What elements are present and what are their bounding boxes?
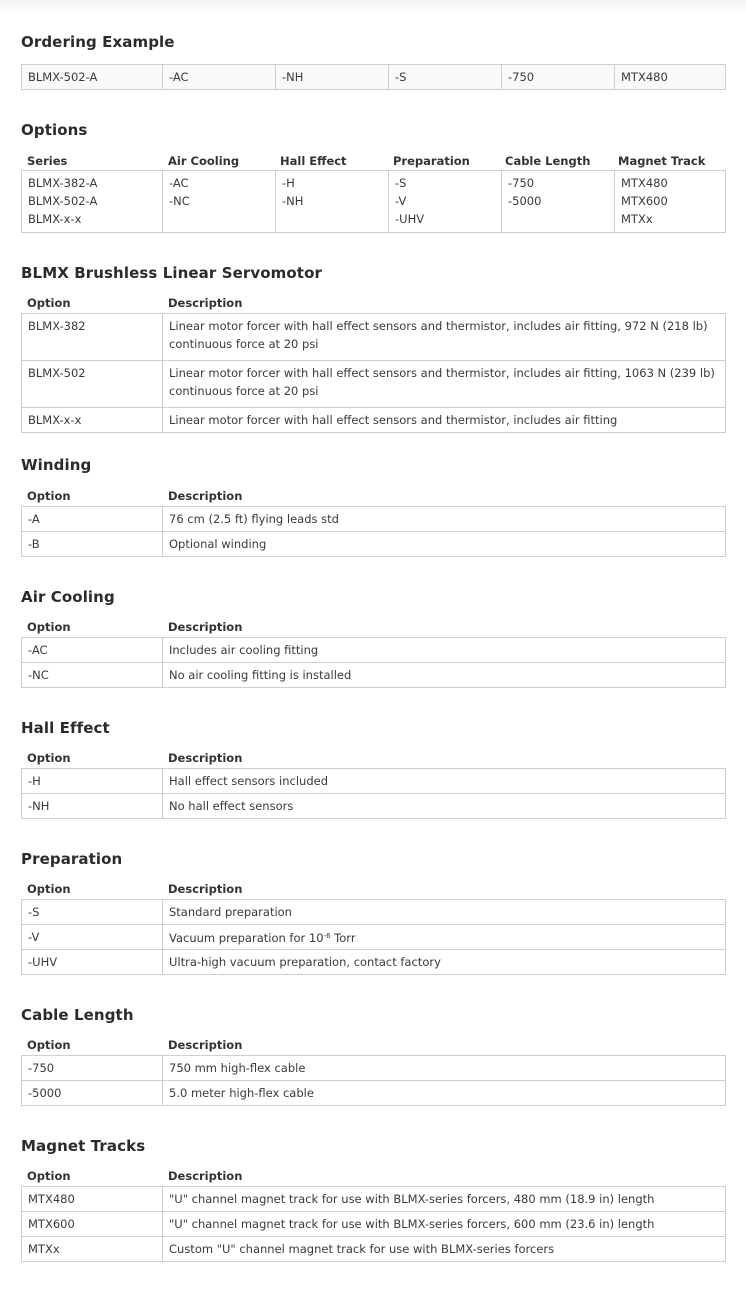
description-cell: No air cooling fitting is installed (163, 663, 726, 688)
table-row (22, 663, 726, 688)
option-value: -750 (508, 176, 535, 190)
option-value: MTXx (621, 212, 653, 226)
description-cell (163, 361, 726, 408)
section-title: Winding (21, 456, 92, 474)
description-cell: Hall effect sensors included (163, 769, 726, 794)
table-row (22, 532, 726, 557)
option-cell: BLMX-502 (22, 361, 163, 408)
column-header: Air Cooling (168, 154, 240, 168)
table-row (22, 361, 726, 408)
hall-effect-section (21, 718, 726, 813)
cable-length-section (21, 1005, 726, 1100)
option-value: MTX480 (621, 176, 668, 190)
exponent: -6 (323, 932, 331, 940)
option-cell: -UHV (22, 950, 163, 975)
options-section (21, 120, 726, 226)
option-cell: -750 (22, 1056, 163, 1081)
table-row (22, 1056, 726, 1081)
option-column-header: Option (27, 1038, 71, 1052)
table-row (22, 1081, 726, 1106)
option-value: -AC (169, 176, 189, 190)
series-options-cell (22, 171, 163, 233)
description-cell: 750 mm high-flex cable (163, 1056, 726, 1081)
option-column-header: Option (27, 620, 71, 634)
description-column-header: Description (168, 296, 243, 310)
section-title: BLMX Brushless Linear Servomotor (21, 264, 322, 282)
description-line: continuous force at 20 psi (169, 337, 319, 351)
option-cell: MTXx (22, 1237, 163, 1262)
option-cell: -AC (22, 638, 163, 663)
description-cell: "U" channel magnet track for use with BLMX-series forcers, 480 mm (18.9 in) length (163, 1187, 726, 1212)
section-title: Magnet Tracks (21, 1137, 146, 1155)
section-title: Ordering Example (21, 33, 175, 51)
description-column-header: Description (168, 751, 243, 765)
section-title: Hall Effect (21, 719, 110, 737)
example-cable-length-cell: -750 (502, 65, 615, 90)
option-column-header: Option (27, 1169, 71, 1183)
description-text: Vacuum preparation for 10 (169, 931, 324, 945)
air-cooling-section (21, 587, 726, 682)
magnet-track-options-cell (615, 171, 726, 233)
table-row (22, 314, 726, 361)
option-cell: BLMX-382 (22, 314, 163, 361)
preparation-section (21, 849, 726, 969)
option-cell: MTX480 (22, 1187, 163, 1212)
winding-table (21, 506, 726, 557)
example-magnet-track-cell: MTX480 (615, 65, 726, 90)
option-value: -NH (282, 194, 304, 208)
table-row (22, 65, 726, 90)
option-cell: -A (22, 507, 163, 532)
hall-effect-options-cell (276, 171, 389, 233)
option-cell: -S (22, 900, 163, 925)
description-cell: Linear motor forcer with hall effect sensors and thermistor, includes air fitting (163, 408, 726, 433)
option-value: MTX600 (621, 194, 668, 208)
description-cell (163, 314, 726, 361)
description-column-header: Description (168, 1169, 243, 1183)
option-cell: -H (22, 769, 163, 794)
options-table (21, 170, 726, 233)
option-column-header: Option (27, 489, 71, 503)
option-column-header: Option (27, 751, 71, 765)
option-cell: -V (22, 925, 163, 950)
servomotor-section (21, 263, 726, 427)
top-shadow-bar (0, 0, 746, 14)
option-value: -UHV (395, 212, 425, 226)
servomotor-table (21, 313, 726, 433)
description-column-header: Description (168, 1038, 243, 1052)
description-column-header: Description (168, 882, 243, 896)
option-value: BLMX-382-A (28, 176, 98, 190)
description-cell (163, 925, 726, 950)
table-row (22, 900, 726, 925)
magnet-tracks-section (21, 1136, 726, 1256)
ordering-example-table (21, 64, 726, 90)
section-title: Preparation (21, 850, 123, 868)
section-title: Cable Length (21, 1006, 134, 1024)
table-row (22, 638, 726, 663)
column-header: Hall Effect (280, 154, 347, 168)
column-header: Magnet Track (618, 154, 706, 168)
cable-length-options-cell (502, 171, 615, 233)
air-cooling-table (21, 637, 726, 688)
table-row (22, 925, 726, 950)
option-cell: -5000 (22, 1081, 163, 1106)
column-header: Series (27, 154, 68, 168)
description-line: Linear motor forcer with hall effect sensors and thermistor, includes air fitting, 972 N (218 lb) (169, 319, 708, 333)
table-row (22, 171, 726, 233)
preparation-table (21, 899, 726, 975)
description-cell: No hall effect sensors (163, 794, 726, 819)
option-value: -NC (169, 194, 190, 208)
description-cell: 76 cm (2.5 ft) flying leads std (163, 507, 726, 532)
preparation-options-cell (389, 171, 502, 233)
option-value: -H (282, 176, 295, 190)
option-value: -5000 (508, 194, 542, 208)
example-hall-effect-cell: -NH (276, 65, 389, 90)
description-line: Linear motor forcer with hall effect sensors and thermistor, includes air fitting, 1063 N (239 lb) (169, 366, 715, 380)
option-cell: -NC (22, 663, 163, 688)
winding-section (21, 455, 726, 551)
description-cell: Standard preparation (163, 900, 726, 925)
example-preparation-cell: -S (389, 65, 502, 90)
column-header: Cable Length (505, 154, 591, 168)
option-value: BLMX-x-x (28, 212, 82, 226)
description-column-header: Description (168, 489, 243, 503)
option-value: BLMX-502-A (28, 194, 98, 208)
column-header: Preparation (393, 154, 470, 168)
option-column-header: Option (27, 296, 71, 310)
description-column-header: Description (168, 620, 243, 634)
description-cell: 5.0 meter high-flex cable (163, 1081, 726, 1106)
hall-effect-table (21, 768, 726, 819)
cable-length-table (21, 1055, 726, 1106)
magnet-tracks-table (21, 1186, 726, 1262)
section-title: Options (21, 121, 88, 139)
description-cell: Optional winding (163, 532, 726, 557)
option-cell: MTX600 (22, 1212, 163, 1237)
description-cell: Ultra-high vacuum preparation, contact factory (163, 950, 726, 975)
option-value: -V (395, 194, 407, 208)
ordering-example-section (21, 32, 726, 84)
description-unit: Torr (330, 931, 356, 945)
section-title: Air Cooling (21, 588, 115, 606)
option-value: -S (395, 176, 407, 190)
table-row (22, 1237, 726, 1262)
description-cell: Custom "U" channel magnet track for use with BLMX-series forcers (163, 1237, 726, 1262)
table-row (22, 1212, 726, 1237)
option-cell: -B (22, 532, 163, 557)
example-air-cooling-cell: -AC (163, 65, 276, 90)
option-cell: BLMX-x-x (22, 408, 163, 433)
table-row (22, 1187, 726, 1212)
option-column-header: Option (27, 882, 71, 896)
options-header-row (21, 153, 726, 170)
table-row (22, 950, 726, 975)
table-row (22, 507, 726, 532)
table-row (22, 794, 726, 819)
description-cell: Includes air cooling fitting (163, 638, 726, 663)
table-row (22, 408, 726, 433)
option-cell: -NH (22, 794, 163, 819)
description-cell: "U" channel magnet track for use with BLMX-series forcers, 600 mm (23.6 in) length (163, 1212, 726, 1237)
air-cooling-options-cell (163, 171, 276, 233)
table-row (22, 769, 726, 794)
description-line: continuous force at 20 psi (169, 384, 319, 398)
example-series-cell: BLMX-502-A (22, 65, 163, 90)
